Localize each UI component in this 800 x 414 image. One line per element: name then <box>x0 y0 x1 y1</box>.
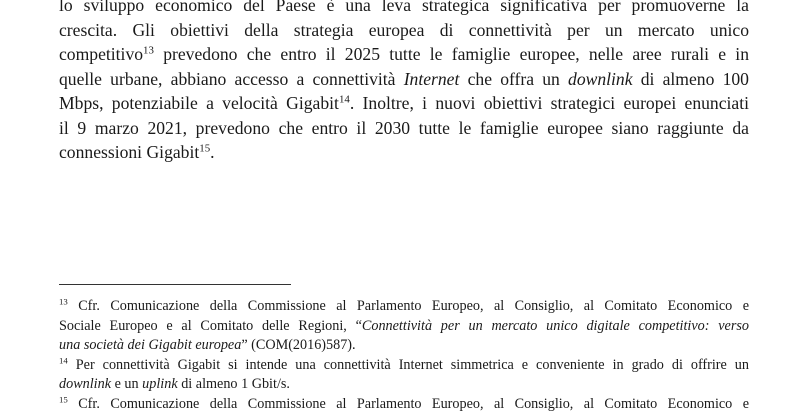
text-run: Mbps, potenziabile a velocità Gigabit <box>59 93 339 113</box>
footnote-15-line <box>59 395 749 414</box>
main-paragraph <box>59 0 749 165</box>
text-run: che offra un <box>459 69 568 89</box>
text-run: di almeno 100 <box>633 69 749 89</box>
italic-title: una società dei Gigabit europea <box>59 337 241 353</box>
text-run: competitivo <box>59 44 143 64</box>
paragraph-line <box>59 140 749 165</box>
footnote-14-line <box>59 375 749 395</box>
footnote-number: 14 <box>59 356 68 366</box>
text-run: . <box>210 142 214 162</box>
paragraph-line <box>59 91 749 116</box>
text-run: il 9 marzo 2021, prevedono che entro il 2030 tutte le famiglie europee siano raggiunte da <box>59 118 749 138</box>
text-run: quelle urbane, abbiano accesso a connettività <box>59 69 404 89</box>
footnote-13-line <box>59 317 749 337</box>
footnote-ref-15[interactable]: 15 <box>199 142 210 154</box>
italic-title: Connettività per un mercato unico digitale competitivo: verso <box>362 318 749 334</box>
footnote-14-line <box>59 356 749 376</box>
text-run: connessioni Gigabit <box>59 142 199 162</box>
italic-term: downlink <box>568 69 633 89</box>
footnotes-section <box>59 297 749 414</box>
paragraph-line <box>59 67 749 92</box>
footnote-number: 13 <box>59 297 68 307</box>
text-run: prevedono che entro il 2025 tutte le famiglie europee, nelle aree rurali e in <box>154 44 749 64</box>
text-run: Cfr. Comunicazione della Commissione al Parlamento Europeo, al Consiglio, al Comitato Economico e <box>68 396 749 412</box>
text-run: crescita. Gli obiettivi della strategia europea di connettività per un mercato unico <box>59 20 749 40</box>
footnote-ref-13[interactable]: 13 <box>143 44 154 56</box>
text-run: Per connettività Gigabit si intende una connettività Internet simmetrica e conveniente in grado di offrire un <box>68 357 749 373</box>
text-run: lo sviluppo economico del Paese è una leva strategica significativa per promuoverne la <box>59 0 749 15</box>
italic-term: Internet <box>404 69 460 89</box>
footnote-ref-14[interactable]: 14 <box>339 93 350 105</box>
text-run: e un <box>111 376 142 392</box>
text-run: . Inoltre, i nuovi obiettivi strategici europei enunciati <box>350 93 749 113</box>
text-run: Sociale Europeo e al Comitato delle Regioni, “ <box>59 318 362 334</box>
italic-term: uplink <box>142 376 177 392</box>
text-run: Cfr. Comunicazione della Commissione al Parlamento Europeo, al Consiglio, al Comitato Economico e <box>68 298 749 314</box>
text-run: di almeno 1 Gbit/s. <box>178 376 290 392</box>
footnote-separator <box>59 284 291 285</box>
italic-term: downlink <box>59 376 111 392</box>
footnote-13-line <box>59 336 749 356</box>
paragraph-line <box>59 116 749 141</box>
text-run: ” (COM(2016)587). <box>241 337 355 353</box>
footnote-13-line <box>59 297 749 317</box>
paragraph-line <box>59 42 749 67</box>
paragraph-line <box>59 0 749 18</box>
paragraph-line <box>59 18 749 43</box>
footnote-number: 15 <box>59 395 68 405</box>
